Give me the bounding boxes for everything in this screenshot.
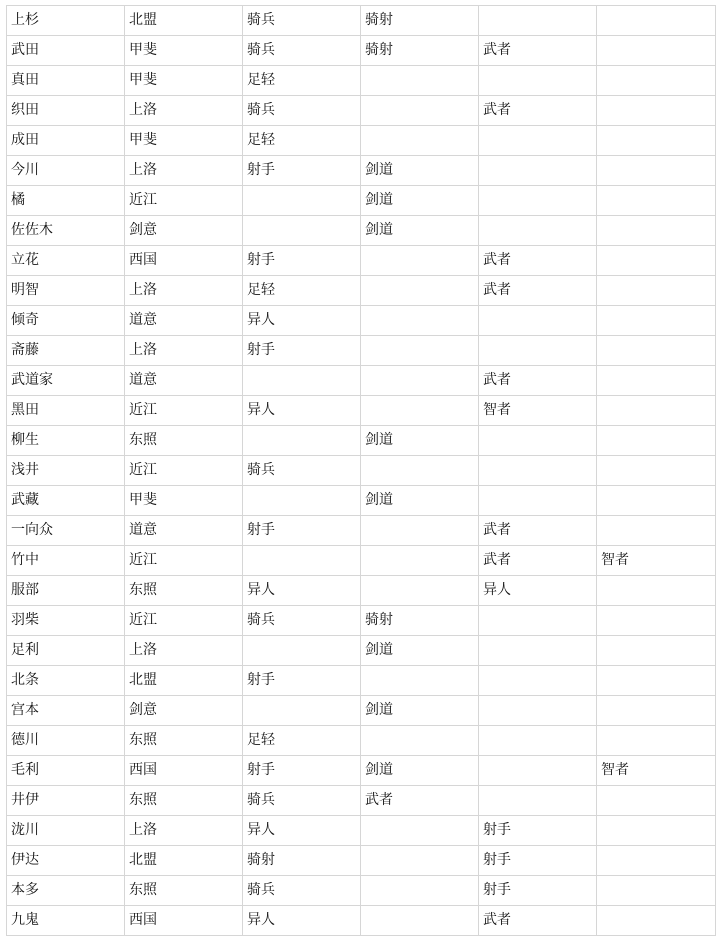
table-cell[interactable]: 武者 bbox=[479, 906, 597, 936]
table-cell[interactable]: 武藏 bbox=[7, 486, 125, 516]
table-cell[interactable] bbox=[361, 546, 479, 576]
table-cell[interactable] bbox=[361, 396, 479, 426]
table-cell[interactable] bbox=[243, 696, 361, 726]
clan-table bbox=[6, 5, 716, 936]
table-cell[interactable] bbox=[479, 756, 597, 786]
table-cell[interactable]: 剑道 bbox=[361, 156, 479, 186]
table-row bbox=[7, 726, 716, 756]
table-cell[interactable]: 智者 bbox=[597, 756, 716, 786]
table-cell[interactable]: 骑兵 bbox=[243, 786, 361, 816]
table-cell[interactable] bbox=[479, 6, 597, 36]
table-cell[interactable] bbox=[597, 276, 716, 306]
table-cell[interactable]: 武者 bbox=[479, 546, 597, 576]
table-cell[interactable]: 武者 bbox=[479, 366, 597, 396]
table-cell[interactable]: 甲斐 bbox=[125, 126, 243, 156]
table-cell[interactable] bbox=[361, 906, 479, 936]
table-cell[interactable] bbox=[361, 816, 479, 846]
table-cell[interactable]: 武者 bbox=[479, 246, 597, 276]
table-cell[interactable]: 足轻 bbox=[243, 276, 361, 306]
table-cell[interactable]: 武者 bbox=[479, 516, 597, 546]
table-cell[interactable]: 甲斐 bbox=[125, 36, 243, 66]
table-cell[interactable]: 上洛 bbox=[125, 336, 243, 366]
table-cell[interactable]: 东照 bbox=[125, 426, 243, 456]
table-row bbox=[7, 786, 716, 816]
table-cell[interactable]: 织田 bbox=[7, 96, 125, 126]
table-cell[interactable] bbox=[361, 246, 479, 276]
table-cell[interactable] bbox=[243, 486, 361, 516]
table-cell[interactable]: 北条 bbox=[7, 666, 125, 696]
table-cell[interactable]: 浅井 bbox=[7, 456, 125, 486]
table-cell[interactable]: 伊达 bbox=[7, 846, 125, 876]
table-cell[interactable]: 剑意 bbox=[125, 696, 243, 726]
table-cell[interactable] bbox=[361, 66, 479, 96]
table-row bbox=[7, 816, 716, 846]
table-cell[interactable] bbox=[597, 396, 716, 426]
table-cell[interactable] bbox=[243, 546, 361, 576]
table-cell[interactable]: 甲斐 bbox=[125, 486, 243, 516]
table-cell[interactable] bbox=[479, 666, 597, 696]
table-cell[interactable] bbox=[597, 306, 716, 336]
table-row bbox=[7, 426, 716, 456]
table-cell[interactable]: 射手 bbox=[243, 666, 361, 696]
table-cell[interactable]: 射手 bbox=[243, 336, 361, 366]
table-cell[interactable] bbox=[597, 576, 716, 606]
table-cell[interactable] bbox=[597, 216, 716, 246]
table-cell[interactable] bbox=[361, 336, 479, 366]
table-cell[interactable] bbox=[597, 516, 716, 546]
table-cell[interactable]: 明智 bbox=[7, 276, 125, 306]
table-cell[interactable] bbox=[597, 666, 716, 696]
table-cell[interactable]: 骑兵 bbox=[243, 876, 361, 906]
table-cell[interactable]: 佐佐木 bbox=[7, 216, 125, 246]
table-row bbox=[7, 666, 716, 696]
table-cell[interactable]: 井伊 bbox=[7, 786, 125, 816]
table-cell[interactable]: 东照 bbox=[125, 786, 243, 816]
table-cell[interactable]: 射手 bbox=[243, 156, 361, 186]
table-cell[interactable] bbox=[597, 156, 716, 186]
table-cell[interactable]: 柳生 bbox=[7, 426, 125, 456]
table-cell[interactable]: 足利 bbox=[7, 636, 125, 666]
table-cell[interactable]: 异人 bbox=[243, 576, 361, 606]
table-cell[interactable] bbox=[479, 156, 597, 186]
table-cell[interactable] bbox=[597, 126, 716, 156]
table-cell[interactable] bbox=[243, 186, 361, 216]
table-cell[interactable] bbox=[597, 456, 716, 486]
table-cell[interactable]: 上洛 bbox=[125, 156, 243, 186]
table-cell[interactable]: 橘 bbox=[7, 186, 125, 216]
table-cell[interactable]: 西国 bbox=[125, 246, 243, 276]
table-cell[interactable]: 黑田 bbox=[7, 396, 125, 426]
table-row bbox=[7, 66, 716, 96]
table-row bbox=[7, 36, 716, 66]
table-row bbox=[7, 546, 716, 576]
table-cell[interactable] bbox=[597, 366, 716, 396]
table-row bbox=[7, 576, 716, 606]
table-cell[interactable]: 道意 bbox=[125, 366, 243, 396]
table-cell[interactable] bbox=[243, 216, 361, 246]
table-row bbox=[7, 876, 716, 906]
table-cell[interactable]: 武者 bbox=[479, 96, 597, 126]
table-cell[interactable]: 异人 bbox=[243, 816, 361, 846]
table-cell[interactable]: 宫本 bbox=[7, 696, 125, 726]
table-cell[interactable]: 射手 bbox=[243, 756, 361, 786]
table-row bbox=[7, 96, 716, 126]
table-cell[interactable] bbox=[361, 96, 479, 126]
table-cell[interactable]: 近江 bbox=[125, 396, 243, 426]
table-cell[interactable]: 智者 bbox=[479, 396, 597, 426]
table-cell[interactable] bbox=[479, 306, 597, 336]
table-cell[interactable]: 骑射 bbox=[361, 6, 479, 36]
table-cell[interactable] bbox=[361, 876, 479, 906]
table-cell[interactable] bbox=[597, 36, 716, 66]
table-row bbox=[7, 396, 716, 426]
table-cell[interactable]: 北盟 bbox=[125, 666, 243, 696]
table-cell[interactable] bbox=[597, 96, 716, 126]
table-cell[interactable] bbox=[479, 636, 597, 666]
table-cell[interactable]: 近江 bbox=[125, 606, 243, 636]
table-cell[interactable]: 异人 bbox=[243, 906, 361, 936]
table-cell[interactable] bbox=[597, 636, 716, 666]
table-cell[interactable] bbox=[597, 726, 716, 756]
table-cell[interactable] bbox=[479, 486, 597, 516]
table-cell[interactable] bbox=[479, 726, 597, 756]
table-cell[interactable]: 剑道 bbox=[361, 186, 479, 216]
table-cell[interactable]: 北盟 bbox=[125, 6, 243, 36]
table-row bbox=[7, 516, 716, 546]
table-cell[interactable]: 武田 bbox=[7, 36, 125, 66]
table-cell[interactable]: 异人 bbox=[243, 306, 361, 336]
table-cell[interactable]: 成田 bbox=[7, 126, 125, 156]
table-cell[interactable]: 武者 bbox=[479, 36, 597, 66]
table-cell[interactable]: 泷川 bbox=[7, 816, 125, 846]
table-cell[interactable] bbox=[597, 6, 716, 36]
table-cell[interactable]: 近江 bbox=[125, 186, 243, 216]
table-cell[interactable]: 剑道 bbox=[361, 636, 479, 666]
table-cell[interactable] bbox=[597, 786, 716, 816]
table-row bbox=[7, 6, 716, 36]
table-cell[interactable]: 真田 bbox=[7, 66, 125, 96]
table-row bbox=[7, 486, 716, 516]
table-cell[interactable]: 本多 bbox=[7, 876, 125, 906]
table-cell[interactable]: 近江 bbox=[125, 456, 243, 486]
table-cell[interactable] bbox=[479, 696, 597, 726]
table-cell[interactable] bbox=[597, 486, 716, 516]
table-cell[interactable]: 骑射 bbox=[361, 606, 479, 636]
table-cell[interactable] bbox=[361, 456, 479, 486]
table-row bbox=[7, 906, 716, 936]
table-cell[interactable] bbox=[597, 186, 716, 216]
table-cell[interactable]: 服部 bbox=[7, 576, 125, 606]
table-cell[interactable]: 东照 bbox=[125, 576, 243, 606]
table-body bbox=[7, 6, 716, 936]
table-cell[interactable] bbox=[243, 366, 361, 396]
table-cell[interactable]: 羽柴 bbox=[7, 606, 125, 636]
table-cell[interactable]: 剑道 bbox=[361, 426, 479, 456]
table-cell[interactable]: 射手 bbox=[243, 516, 361, 546]
table-cell[interactable] bbox=[597, 246, 716, 276]
table-cell[interactable] bbox=[243, 426, 361, 456]
table-cell[interactable] bbox=[361, 516, 479, 546]
table-cell[interactable] bbox=[361, 846, 479, 876]
table-row bbox=[7, 216, 716, 246]
table-cell[interactable] bbox=[479, 426, 597, 456]
table-cell[interactable]: 武道家 bbox=[7, 366, 125, 396]
table-cell[interactable]: 骑兵 bbox=[243, 606, 361, 636]
table-cell[interactable]: 一向众 bbox=[7, 516, 125, 546]
table-cell[interactable] bbox=[597, 336, 716, 366]
table-cell[interactable]: 德川 bbox=[7, 726, 125, 756]
table-row bbox=[7, 756, 716, 786]
table-cell[interactable]: 剑道 bbox=[361, 756, 479, 786]
table-row bbox=[7, 606, 716, 636]
table-cell[interactable]: 倾奇 bbox=[7, 306, 125, 336]
table-cell[interactable] bbox=[597, 426, 716, 456]
table-cell[interactable]: 骑兵 bbox=[243, 36, 361, 66]
table-row bbox=[7, 156, 716, 186]
table-cell[interactable]: 骑兵 bbox=[243, 456, 361, 486]
table-cell[interactable]: 射手 bbox=[479, 846, 597, 876]
table-cell[interactable] bbox=[597, 846, 716, 876]
table-cell[interactable]: 射手 bbox=[479, 876, 597, 906]
table-row bbox=[7, 456, 716, 486]
table-row bbox=[7, 846, 716, 876]
table-row bbox=[7, 696, 716, 726]
table-cell[interactable] bbox=[479, 606, 597, 636]
table-cell[interactable] bbox=[361, 666, 479, 696]
table-cell[interactable]: 异人 bbox=[479, 576, 597, 606]
table-cell[interactable] bbox=[479, 786, 597, 816]
table-row bbox=[7, 306, 716, 336]
table-cell[interactable]: 西国 bbox=[125, 906, 243, 936]
table-cell[interactable]: 上洛 bbox=[125, 636, 243, 666]
table-cell[interactable]: 骑射 bbox=[361, 36, 479, 66]
table-cell[interactable]: 上洛 bbox=[125, 276, 243, 306]
table-cell[interactable]: 西国 bbox=[125, 756, 243, 786]
table-cell[interactable]: 射手 bbox=[243, 246, 361, 276]
table-cell[interactable]: 骑兵 bbox=[243, 6, 361, 36]
table-cell[interactable] bbox=[479, 456, 597, 486]
table-cell[interactable]: 上洛 bbox=[125, 816, 243, 846]
table-cell[interactable]: 剑道 bbox=[361, 696, 479, 726]
table-cell[interactable]: 上杉 bbox=[7, 6, 125, 36]
table-cell[interactable]: 东照 bbox=[125, 726, 243, 756]
table-cell[interactable]: 道意 bbox=[125, 516, 243, 546]
table-cell[interactable] bbox=[361, 726, 479, 756]
table-row bbox=[7, 636, 716, 666]
table-cell[interactable] bbox=[479, 216, 597, 246]
table-cell[interactable]: 剑道 bbox=[361, 216, 479, 246]
table-cell[interactable]: 武者 bbox=[479, 276, 597, 306]
table-cell[interactable]: 今川 bbox=[7, 156, 125, 186]
table-cell[interactable]: 骑射 bbox=[243, 846, 361, 876]
table-cell[interactable]: 甲斐 bbox=[125, 66, 243, 96]
table-cell[interactable]: 足轻 bbox=[243, 126, 361, 156]
table-cell[interactable]: 道意 bbox=[125, 306, 243, 336]
table-cell[interactable] bbox=[479, 126, 597, 156]
table-cell[interactable]: 剑道 bbox=[361, 486, 479, 516]
table-cell[interactable] bbox=[597, 606, 716, 636]
table-cell[interactable] bbox=[361, 276, 479, 306]
table-cell[interactable]: 东照 bbox=[125, 876, 243, 906]
table-cell[interactable]: 智者 bbox=[597, 546, 716, 576]
table-cell[interactable]: 竹中 bbox=[7, 546, 125, 576]
table-cell[interactable]: 毛利 bbox=[7, 756, 125, 786]
table-row bbox=[7, 366, 716, 396]
table-cell[interactable]: 骑兵 bbox=[243, 96, 361, 126]
table-cell[interactable]: 近江 bbox=[125, 546, 243, 576]
table-cell[interactable] bbox=[597, 696, 716, 726]
table-cell[interactable]: 足轻 bbox=[243, 726, 361, 756]
table-cell[interactable] bbox=[597, 816, 716, 846]
table-cell[interactable] bbox=[361, 576, 479, 606]
table-cell[interactable] bbox=[479, 336, 597, 366]
table-cell[interactable]: 九鬼 bbox=[7, 906, 125, 936]
table-row bbox=[7, 336, 716, 366]
table-cell[interactable] bbox=[361, 366, 479, 396]
table-cell[interactable] bbox=[479, 186, 597, 216]
table-row bbox=[7, 186, 716, 216]
table-cell[interactable] bbox=[361, 306, 479, 336]
table-row bbox=[7, 246, 716, 276]
table-cell[interactable]: 武者 bbox=[361, 786, 479, 816]
table-cell[interactable]: 北盟 bbox=[125, 846, 243, 876]
table-cell[interactable]: 立花 bbox=[7, 246, 125, 276]
table-cell[interactable]: 斋藤 bbox=[7, 336, 125, 366]
table-cell[interactable]: 射手 bbox=[479, 816, 597, 846]
table-cell[interactable] bbox=[597, 876, 716, 906]
table-cell[interactable]: 剑意 bbox=[125, 216, 243, 246]
table-cell[interactable]: 上洛 bbox=[125, 96, 243, 126]
table-row bbox=[7, 126, 716, 156]
table-row bbox=[7, 276, 716, 306]
table-cell[interactable] bbox=[243, 636, 361, 666]
table-cell[interactable] bbox=[361, 126, 479, 156]
table-cell[interactable] bbox=[597, 66, 716, 96]
table-cell[interactable]: 异人 bbox=[243, 396, 361, 426]
table-cell[interactable] bbox=[479, 66, 597, 96]
table-cell[interactable]: 足轻 bbox=[243, 66, 361, 96]
table-cell[interactable] bbox=[597, 906, 716, 936]
